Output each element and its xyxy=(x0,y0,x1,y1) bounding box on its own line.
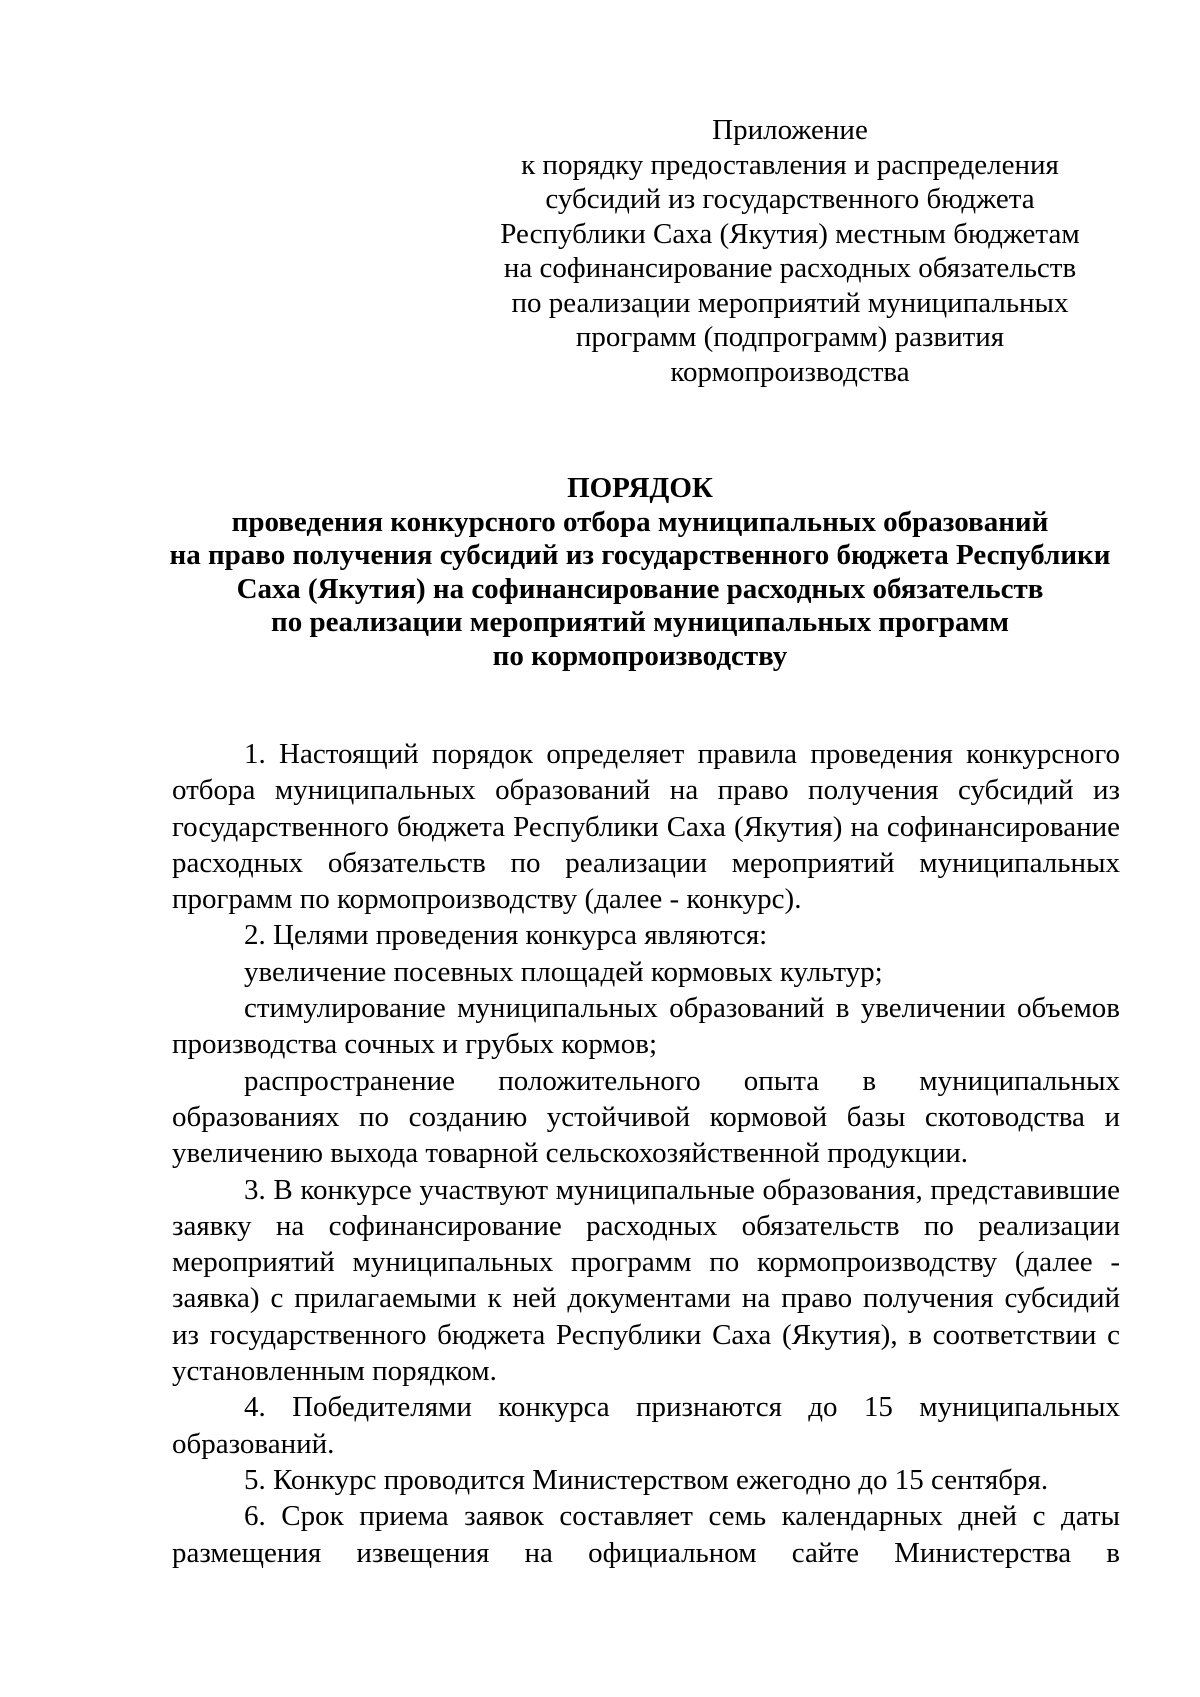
body-paragraph: распространение положительного опыта в муниципальных образованиях по созданию устойчивой кормовой базы скотоводства и увеличению выхода товарной сельскохозяйственной продукции. xyxy=(172,1064,1120,1170)
appendix-line: на софинансирование расходных обязательств xyxy=(503,252,1077,284)
appendix-line: кормопроизводства xyxy=(670,355,910,388)
appendix-line: Приложение xyxy=(712,114,868,146)
title-heading: ПОРЯДОК xyxy=(567,472,713,504)
body-paragraph: 1. Настоящий порядок определяет правила проведения конкурсного отбора муниципальных образований на право получения субсидий из государственного бюджета Республики Саха (Якутия) на софинансирование расходных обязательств по реализации мероприятий муниципальных программ по кормопроизводству (далее - конкурс). xyxy=(172,738,1120,916)
body-paragraph: 4. Победителями конкурса признаются до 15 муниципальных образований. xyxy=(172,1391,1120,1460)
body-paragraph: стимулирование муниципальных образований в увеличении объемов производства сочных и грубых кормов; xyxy=(172,992,1120,1061)
appendix-line: субсидий из государственного бюджета xyxy=(545,183,1035,215)
body-paragraph: 3. В конкурсе участвуют муниципальные образования, представившие заявку на софинансирование расходных обязательств по реализации мероприятий муниципальных программ по кормопроизводству (далее - заявка) с прилагаемыми к ней документами на право получения субсидий из государственного бюджета Республики Саха (Якутия), в соответствии с установленным порядком. xyxy=(172,1173,1120,1388)
title-subtitle-line: проведения конкурсного отбора муниципальных образований xyxy=(231,505,1049,538)
appendix-header xyxy=(490,113,1090,389)
document-body xyxy=(172,736,1120,1571)
appendix-line: к порядку предоставления и распределения xyxy=(521,148,1059,181)
appendix-line: по реализации мероприятий муниципальных xyxy=(511,286,1069,319)
title-subtitle-line: по кормопроизводству xyxy=(492,639,788,672)
document-title xyxy=(160,472,1120,673)
body-paragraph: 2. Целями проведения конкурса являются: xyxy=(244,919,768,952)
title-subtitle-line: на право получения субсидий из государственного бюджета Республики xyxy=(169,539,1111,571)
body-paragraph: увеличение посевных площадей кормовых культур; xyxy=(244,955,883,988)
title-subtitle-line: Саха (Якутия) на софинансирование расходных обязательств xyxy=(236,572,1044,605)
title-subtitle-line: по реализации мероприятий муниципальных программ xyxy=(270,606,1010,638)
body-paragraph: 6. Срок приема заявок составляет семь календарных дней с даты размещения извещения на официальном сайте Министерства в xyxy=(172,1500,1120,1569)
appendix-line: Республики Саха (Якутия) местным бюджетам xyxy=(500,217,1080,250)
body-paragraph: 5. Конкурс проводится Министерством ежегодно до 15 сентября. xyxy=(244,1463,1049,1496)
appendix-line: программ (подпрограмм) развития xyxy=(575,321,1005,353)
